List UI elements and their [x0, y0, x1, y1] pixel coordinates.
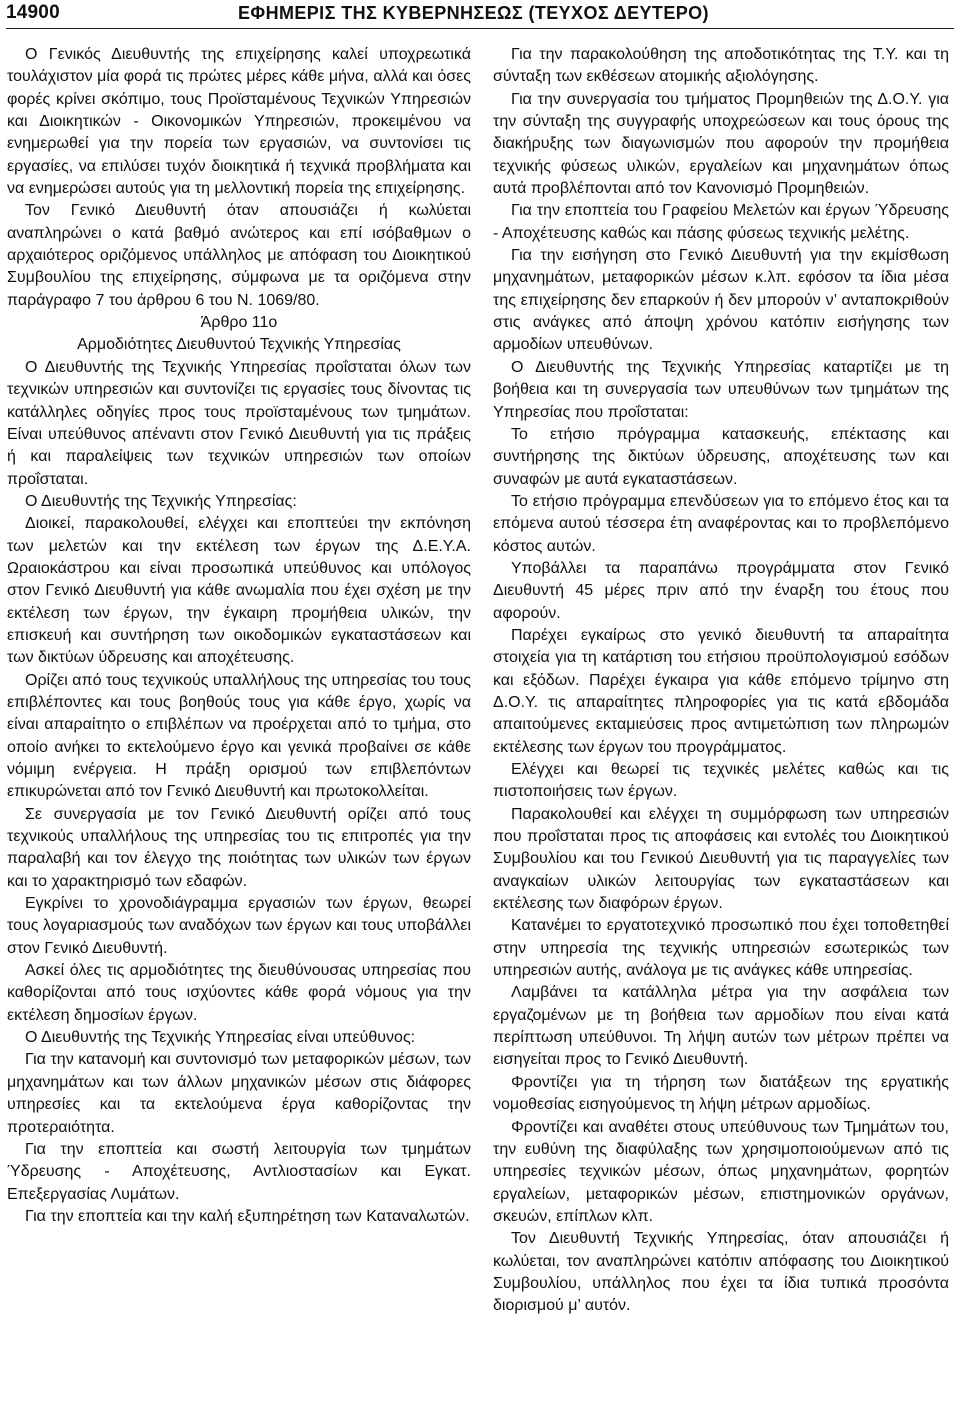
- body-paragraph: Παρέχει εγκαίρως στο γενικό διευθυντή τα απαραίτητα στοιχεία για τη κατάρτιση του ετήσιου προϋπολογισμού εσόδων και εξόδων. Παρέχει έγκαιρα για κάθε επόμενο τρίμηνο στη Δ.Ο.Υ. τις απαραίτητες πληροφορίες για τις κατά εβδομάδα απαιτούμενες εκταμιεύσεις προς αντιμετώπιση των πληρωμών εκτέλεσης των έργων του προγράμματος.: [493, 626, 949, 756]
- body-paragraph: Για την παρακολούθηση της αποδοτικότητας της Τ.Υ. και τη σύνταξη των εκθέσεων ατομικής αξιολόγησης.: [493, 46, 949, 86]
- body-paragraph: Λαμβάνει τα κατάλληλα μέτρα για την ασφάλεια των εργαζομένων με τη βοήθεια των αρμοδίων που είναι κατά περίπτωση υπεύθυνοι. Τη λήψη αυτών των μέτρων πρέπει να εισηγείται προς το Γενικό Διευθυντή.: [493, 984, 949, 1069]
- body-paragraph: Ο Διευθυντής της Τεχνικής Υπηρεσίας προΐσταται όλων των τεχνικών υπηρεσιών και συντονίζει τις εργασίες τους δίνοντας τις κατάλληλες οδηγίες προς τους προϊσταμένους των τμημάτων. Είναι υπεύθυνος απέναντι στον Γενικό Διευθυντή για τις πράξεις ή και παραλείψεις των τεχνικών υπηρεσιών των οποίων προΐσταται.: [7, 358, 471, 488]
- body-paragraph: Υποβάλλει τα παραπάνω προγράμματα στον Γενικό Διευθυντή 45 μέρες πριν από την έναρξη του έτους που αφορούν.: [493, 559, 949, 622]
- body-paragraph: Για την εποπτεία και σωστή λειτουργία των τμημάτων Ύδρευσης - Αποχέτευσης, Αντλιοστασίων και Εγκατ. Επεξεργασίας Λυμάτων.: [7, 1140, 471, 1203]
- body-paragraph: Σε συνεργασία με τον Γενικό Διευθυντή ορίζει από τους τεχνικούς υπαλλήλους της υπηρεσίας του τις επιτροπές για την παραλαβή και τον έλεγχο της ποιότητας των υλικών των έργων και το χαρακτηρισμό των εδαφών.: [7, 805, 471, 890]
- body-paragraph: Ελέγχει και θεωρεί τις τεχνικές μελέτες καθώς και τις πιστοποιήσεις των έργων.: [493, 761, 949, 801]
- body-paragraph: Εγκρίνει το χρονοδιάγραμμα εργασιών των έργων, θεωρεί τους λογαριασμούς των αναδόχων των έργων και τους υποβάλλει στον Γενικό Διευθυντή.: [7, 895, 471, 957]
- body-paragraph: Ορίζει από τους τεχνικούς υπαλλήλους της υπηρεσίας του τους επιβλέποντες και τους βοηθούς τους για κάθε έργο, χωρίς να είναι απαραίτητο ο επιβλέπων να προέρχεται από το τμήμα, στο οποίο ανήκει το εκτελούμενο έργο και γενικά προβαίνει σε κάθε νόμιμη ενέργεια. Η πράξη ορισμού των επιβλεπόντων επικυρώνεται από τον Γενικό Διευθυντή και πρωτοκολλείται.: [7, 671, 471, 801]
- page-number: 14900: [6, 2, 60, 23]
- body-paragraph: Για την εποπτεία και την καλή εξυπηρέτηση των Καταναλωτών.: [25, 1207, 470, 1225]
- body-paragraph: Ασκεί όλες τις αρμοδιότητες της διευθύνουσας υπηρεσίας που καθορίζονται από τους ισχύοντες κάθε φορά νόμους για την εκτέλεση δημοσίων έργων.: [7, 962, 471, 1024]
- left-column: [7, 44, 471, 1228]
- body-paragraph: Τον Γενικό Διευθυντή όταν απουσιάζει ή κωλύεται αναπληρώνει ο κατά βαθμό ανώτερος και επί ισόβαθμων ο αρχαιότερος οριζόμενος υπάλληλος με απόφαση του Διοικητικού Συμβουλίου της επιχείρησης, σύμφωνα με τα οριζόμενα στην παράγραφο 7 του άρθρου 6 του Ν. 1069/80.: [7, 202, 471, 309]
- body-paragraph: Για την εισήγηση στο Γενικό Διευθυντή για την εκμίσθωση μηχανημάτων, μεταφορικών μέσων κ.λπ. εφόσον τα ίδια μέσα της επιχείρησης δεν επαρκούν ή δεν μπορούν ν’ ανταποκριθούν στις ανάγκες από άποψη χρόνου κατόπιν εισήγησης των αρμοδίων υπευθύνων.: [493, 247, 949, 354]
- body-paragraph: Τον Διευθυντή Τεχνικής Υπηρεσίας, όταν απουσιάζει ή κωλύεται, τον αναπληρώνει κατόπιν απόφασης του Διοικητικού Συμβουλίου, υπάλληλος που έχει τα ίδια τυπικά προσόντα διορισμού μ’ αυτόν.: [493, 1230, 949, 1315]
- gazette-title: ΕΦΗΜΕΡΙΣ ΤΗΣ ΚΥΒΕΡΝΗΣΕΩΣ (ΤΕΥΧΟΣ ΔΕΥΤΕΡΟ): [238, 3, 709, 23]
- body-paragraph: Για την συνεργασία του τμήματος Προμηθειών της Δ.Ο.Υ. για την σύνταξη της συγγραφής υποχρεώσεων και τους όρους της διακήρυξης των διαγωνισμών που αφορούν την προμήθεια τεχνικής φύσεως υλικών, εργαλείων και μηχανημάτων όπως αυτά προβλέπονται από τον Κανονισμό Προμηθειών.: [493, 90, 949, 198]
- body-paragraph: Για την εποπτεία του Γραφείου Μελετών και έργων Ύδρευσης - Αποχέτευσης καθώς και πάσης φύσεως τεχνικής μελέτης.: [493, 202, 949, 242]
- body-paragraph: Φροντίζει και αναθέτει στους υπεύθυνους των Τμημάτων του, την ευθύνη της διαφύλαξης των χρησιμοποιούμενων από τις υπηρεσίες τεχνικών μέσων, όπως μηχανημάτων, φορητών εργαλείων, μεταφορικών μέσων, επιστημονικών οργάνων, σκευών, επίπλων κλπ.: [493, 1118, 949, 1225]
- body-paragraph: Ο Διευθυντής της Τεχνικής Υπηρεσίας είναι υπεύθυνος:: [25, 1029, 416, 1047]
- right-column: [493, 44, 949, 1318]
- body-paragraph: Ο Διευθυντής της Τεχνικής Υπηρεσίας:: [25, 492, 297, 510]
- body-paragraph: Για την κατανομή και συντονισμό των μεταφορικών μέσων, των μηχανημάτων και των άλλων μηχανικών μέσων στις διάφορες υπηρεσίες και τα εκτελούμενα έργα καθορίζοντας την προτεραιότητα.: [7, 1051, 471, 1136]
- body-paragraph: Κατανέμει το εργατοτεχνικό προσωπικό που έχει τοποθετηθεί στην υπηρεσία της τεχνικής υπηρεσιών εσωτερικώς των υπηρεσιών αυτής, ανάλογα με τις ανάγκες κάθε υπηρεσίας.: [493, 917, 949, 980]
- body-paragraph: Το ετήσιο πρόγραμμα κατασκευής, επέκτασης και συντήρησης της δικτύων ύδρευσης, αποχέτευσης των και συναφών με αυτά εγκαταστάσεων.: [493, 425, 949, 488]
- body-paragraph: Φροντίζει για τη τήρηση των διατάξεων της εργατικής νομοθεσίας εισηγούμενος τη λήψη μέτρων αρμοδίως.: [493, 1073, 949, 1114]
- body-paragraph: Παρακολουθεί και ελέγχει τη συμμόρφωση των υπηρεσιών που προΐσταται προς τις αποφάσεις και εντολές του Διοικητικού Συμβουλίου και του Γενικού Διευθυντή για τις παραγγελίες των αναγκαίων υλικών λειτουργίας των εγκαταστάσεων και εκτέλεσης των διαφόρων έργων.: [493, 805, 949, 913]
- body-paragraph: Διοικεί, παρακολουθεί, ελέγχει και εποπτεύει την εκπόνηση των μελετών και την εκτέλεση των έργων της Δ.Ε.Υ.Α. Ωραιοκάστρου και είναι προσωπικά υπεύθυνος και υπόλογος στον Γενικό Διευθυντή για κάθε ανωμαλία που έχει σχέση με την εκτέλεση των έργων, την έγκαιρη προμήθεια υλικών, την επισκευή και συντήρηση των οικοδομικών εγκαταστάσεων και των δικτύων ύδρευσης και αποχέτευσης.: [7, 515, 471, 667]
- article-heading: Άρθρο 11ο: [200, 314, 278, 332]
- body-paragraph: Το ετήσιο πρόγραμμα επενδύσεων για το επόμενο έτος και τα επόμενα αυτού τέσσερα έτη αναφέροντας και το προβλεπόμενο κόστος αυτών.: [493, 492, 949, 555]
- page-header: [6, 0, 954, 29]
- body-paragraph: Ο Γενικός Διευθυντής της επιχείρησης καλεί υποχρεωτικά τουλάχιστον μία φορά τις πρώτες μέρες κάθε μήνα, αλλά και όσες φορές κρίνει σκόπιμο, τους Προϊσταμένους Τεχνικών Υπηρεσιών και Διοικητικών - Οικονομικών Υπηρεσιών, προκειμένου να ενημερωθεί για την πορεία των εργασιών, να συντονίσει τις εργασίες, να επιλύσει τυχόν διοικητικά ή τεχνικά προβλήματα και να ενημερώσει αυτούς για τη μελλοντική πορεία της επιχείρησης.: [7, 46, 471, 198]
- article-heading: Αρμοδιότητες Διευθυντού Τεχνικής Υπηρεσίας: [77, 336, 401, 354]
- body-paragraph: Ο Διευθυντής της Τεχνικής Υπηρεσίας καταρτίζει με τη βοήθεια και τη συνεργασία των υπευθύνων των τμημάτων της Υπηρεσίας που προΐσταται:: [493, 358, 949, 421]
